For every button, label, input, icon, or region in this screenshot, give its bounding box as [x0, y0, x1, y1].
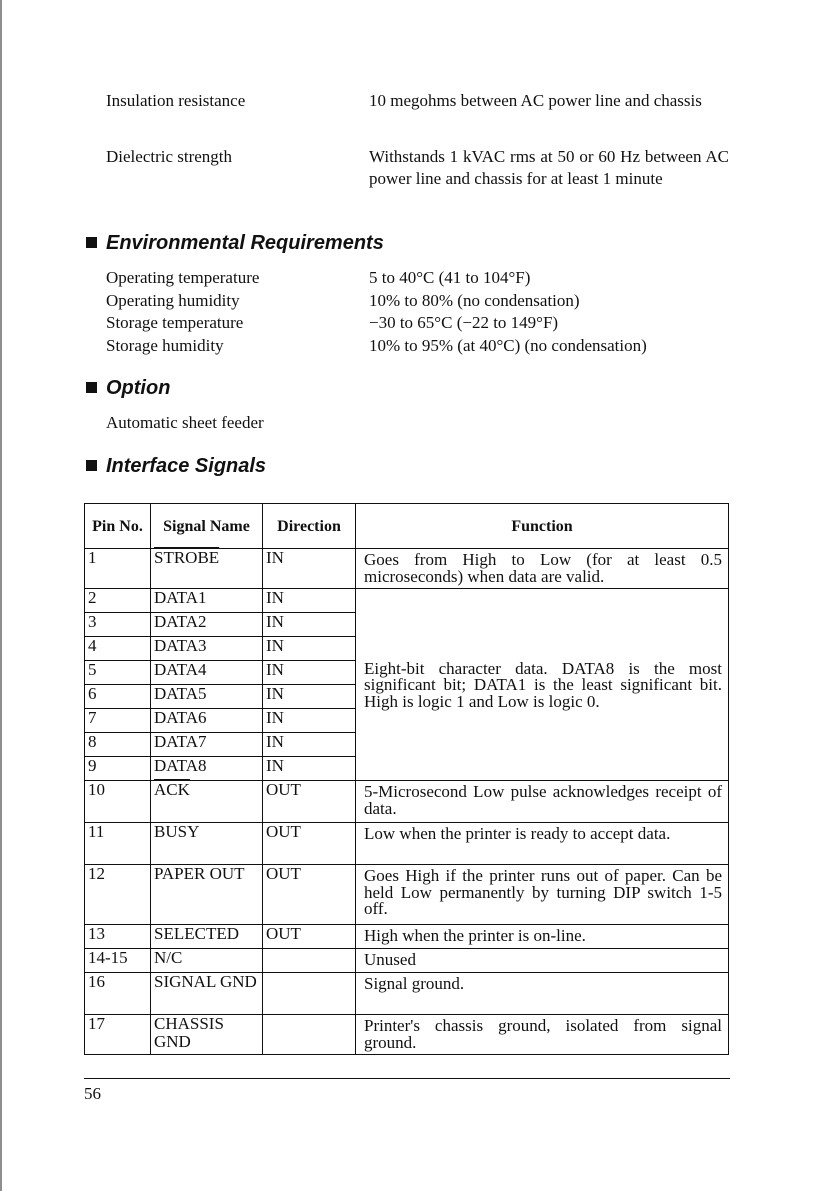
bullet-icon [86, 382, 97, 393]
table-row: 9 DATA8 IN [85, 757, 729, 781]
bullet-icon [86, 237, 97, 248]
table-row: 11 BUSY OUT Low when the printer is ready to accept data. [85, 823, 729, 865]
col-signal: Signal Name [151, 504, 263, 549]
spec-value-dielectric: Withstands 1 kVAC rms at 50 or 60 Hz between AC power line and chassis for at least 1 minute [369, 147, 729, 188]
table-row: 2 DATA1 IN Eight-bit character data. DATA8 is the most significant bit; DATA1 is the least significant bit. High is logic 1 and Low is logic 0. [85, 589, 729, 613]
col-function: Function [356, 504, 729, 549]
footer-rule [84, 1078, 730, 1079]
scan-edge [0, 0, 2, 1191]
table-row: 4 DATA3 IN [85, 637, 729, 661]
table-row: 1 STROBE IN Goes from High to Low (for at least 0.5 microseconds) when data are valid. [85, 549, 729, 589]
table-row: 6 DATA5 IN [85, 685, 729, 709]
bullet-icon [86, 460, 97, 471]
heading-interface: Interface Signals [86, 454, 266, 478]
table-row: 17 CHASSIS GND Printer's chassis ground, isolated from signal ground. [85, 1015, 729, 1055]
spec-label-insulation: Insulation resistance [106, 91, 246, 110]
heading-environmental: Environmental Requirements [86, 231, 384, 255]
spec-value-insulation: 10 megohms between AC power line and chassis [369, 91, 702, 110]
data-bits-function: Eight-bit character data. DATA8 is the most significant bit; DATA1 is the least significant bit. High is logic 1 and Low is logic 0. [356, 589, 729, 781]
table-row: 8 DATA7 IN [85, 733, 729, 757]
table-row: 12 PAPER OUT OUT Goes High if the printer runs out of paper. Can be held Low permanently by turning DIP switch 1-5 off. [85, 865, 729, 925]
table-header-row [85, 504, 729, 549]
table-row: 14-15 N/C Unused [85, 949, 729, 973]
heading-option: Option [86, 376, 170, 400]
table-row: 3 DATA2 IN [85, 613, 729, 637]
spec-label-dielectric: Dielectric strength [106, 147, 233, 166]
table-row: 13 SELECTED OUT High when the printer is on-line. [85, 925, 729, 949]
col-pin: Pin No. [85, 504, 151, 549]
table-row: 10 $\overline{ACK}$ OUT 5-Microsecond Low pulse acknowledges receipt of data. [85, 781, 729, 823]
table-row: 7 DATA6 IN [85, 709, 729, 733]
option-text: Automatic sheet feeder [106, 413, 264, 432]
table-row: 5 DATA4 IN [85, 661, 729, 685]
table-row: 16 SIGNAL GND Signal ground. [85, 973, 729, 1015]
col-direction: Direction [263, 504, 356, 549]
page-number: 56 [84, 1084, 101, 1103]
interface-signals-table [84, 503, 729, 1055]
